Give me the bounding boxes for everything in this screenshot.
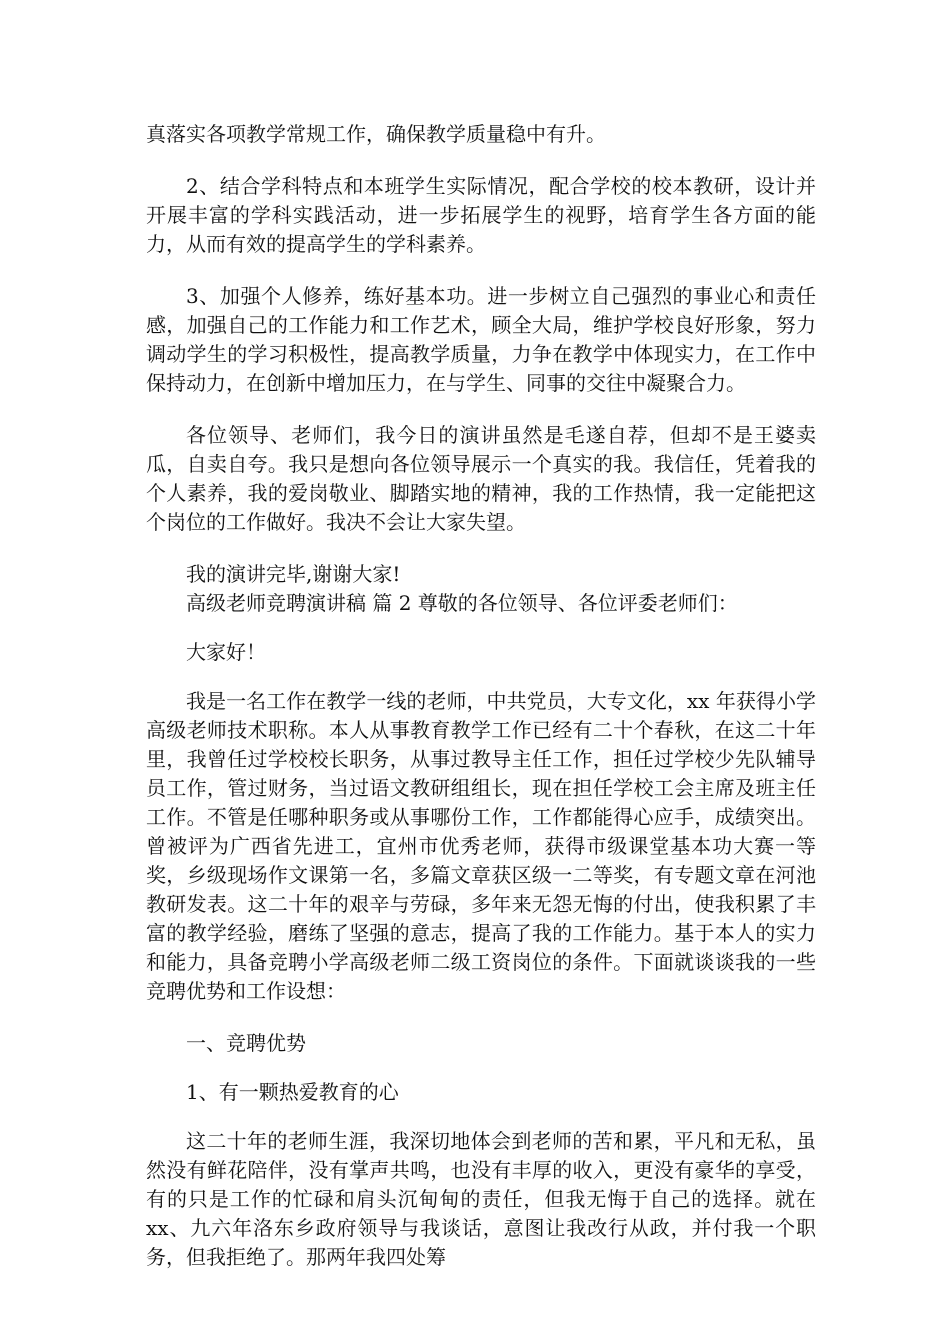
subheading-love-of-education: 1、有一颗热爱教育的心: [186, 1080, 399, 1104]
paragraph-teaching-routine-end: 真落实各项教学常规工作，确保教学质量稳中有升。: [146, 122, 606, 146]
paragraph-point-3: 3、加强个人修养，练好基本功。进一步树立自己强烈的事业心和责任感，加强自己的工作能力和工作艺术，顾全大局，维护学校良好形象，努力调动学生的学习积极性，提高教学质量，力争在教学中体现实力，在工作中保持动力，在创新中增加压力，在与学生、同事的交往中凝聚合力。: [146, 284, 816, 395]
paragraph-self-introduction: 我是一名工作在教学一线的老师，中共党员，大专文化，xx 年获得小学高级老师技术职称。本人从事教育教学工作已经有二十个春秋，在这二十年里，我曾任过学校校长职务，从事过教导主任工作，担任过学校少先队辅导员工作，管过财务，当过语文教研组组长，现在担任学校工会主席及班主任工作。不管是任哪种职务或从事哪份工作，工作都能得心应手，成绩突出。曾被评为广西省先进工，宜州市优秀老师，获得市级课堂基本功大赛一等奖，乡级现场作文课第一名，多篇文章获区级一二等奖，有专题文章在河池教研发表。这二十年的艰辛与劳碌，多年来无怨无悔的付出，使我积累了丰富的教学经验，磨练了坚强的意志，提高了我的工作能力。基于本人的实力和能力，具备竞聘小学高级老师二级工资岗位的条件。下面就谈谈我的一些竞聘优势和工作设想：: [146, 689, 816, 1003]
paragraph-teaching-career: 这二十年的老师生涯，我深切地体会到老师的苦和累，平凡和无私，虽然没有鲜花陪伴，没有掌声共鸣，也没有丰厚的收入，更没有豪华的享受，有的只是工作的忙碌和肩头沉甸甸的责任，但我无悔于自己的选择。就在 xx、九六年洛东乡政府领导与我谈话，意图让我改行从政，并付我一个职务，但我拒绝了。那两年我四处筹: [146, 1129, 816, 1269]
paragraph-greeting: 大家好！: [186, 640, 266, 664]
document-body: [146, 120, 816, 1272]
paragraph-closing-remarks: 各位领导、老师们，我今日的演讲虽然是毛遂自荐，但却不是王婆卖瓜，自卖自夸。我只是想向各位领导展示一个真实的我。我信任，凭着我的个人素养，我的爱岗敬业、脚踏实地的精神，我的工作热情，我一定能把这个岗位的工作做好。我决不会让大家失望。: [146, 423, 816, 534]
paragraph-speech-2-heading: 高级老师竞聘演讲稿 篇 2 尊敬的各位领导、各位评委老师们：: [186, 591, 738, 615]
section-heading-advantages: 一、竞聘优势: [186, 1031, 306, 1055]
paragraph-point-2: 2、结合学科特点和本班学生实际情况，配合学校的校本教研，设计并开展丰富的学科实践活动，进一步拓展学生的视野，培育学生各方面的能力，从而有效的提高学生的学科素养。: [146, 174, 816, 256]
paragraph-thanks: 我的演讲完毕,谢谢大家!: [186, 562, 401, 586]
